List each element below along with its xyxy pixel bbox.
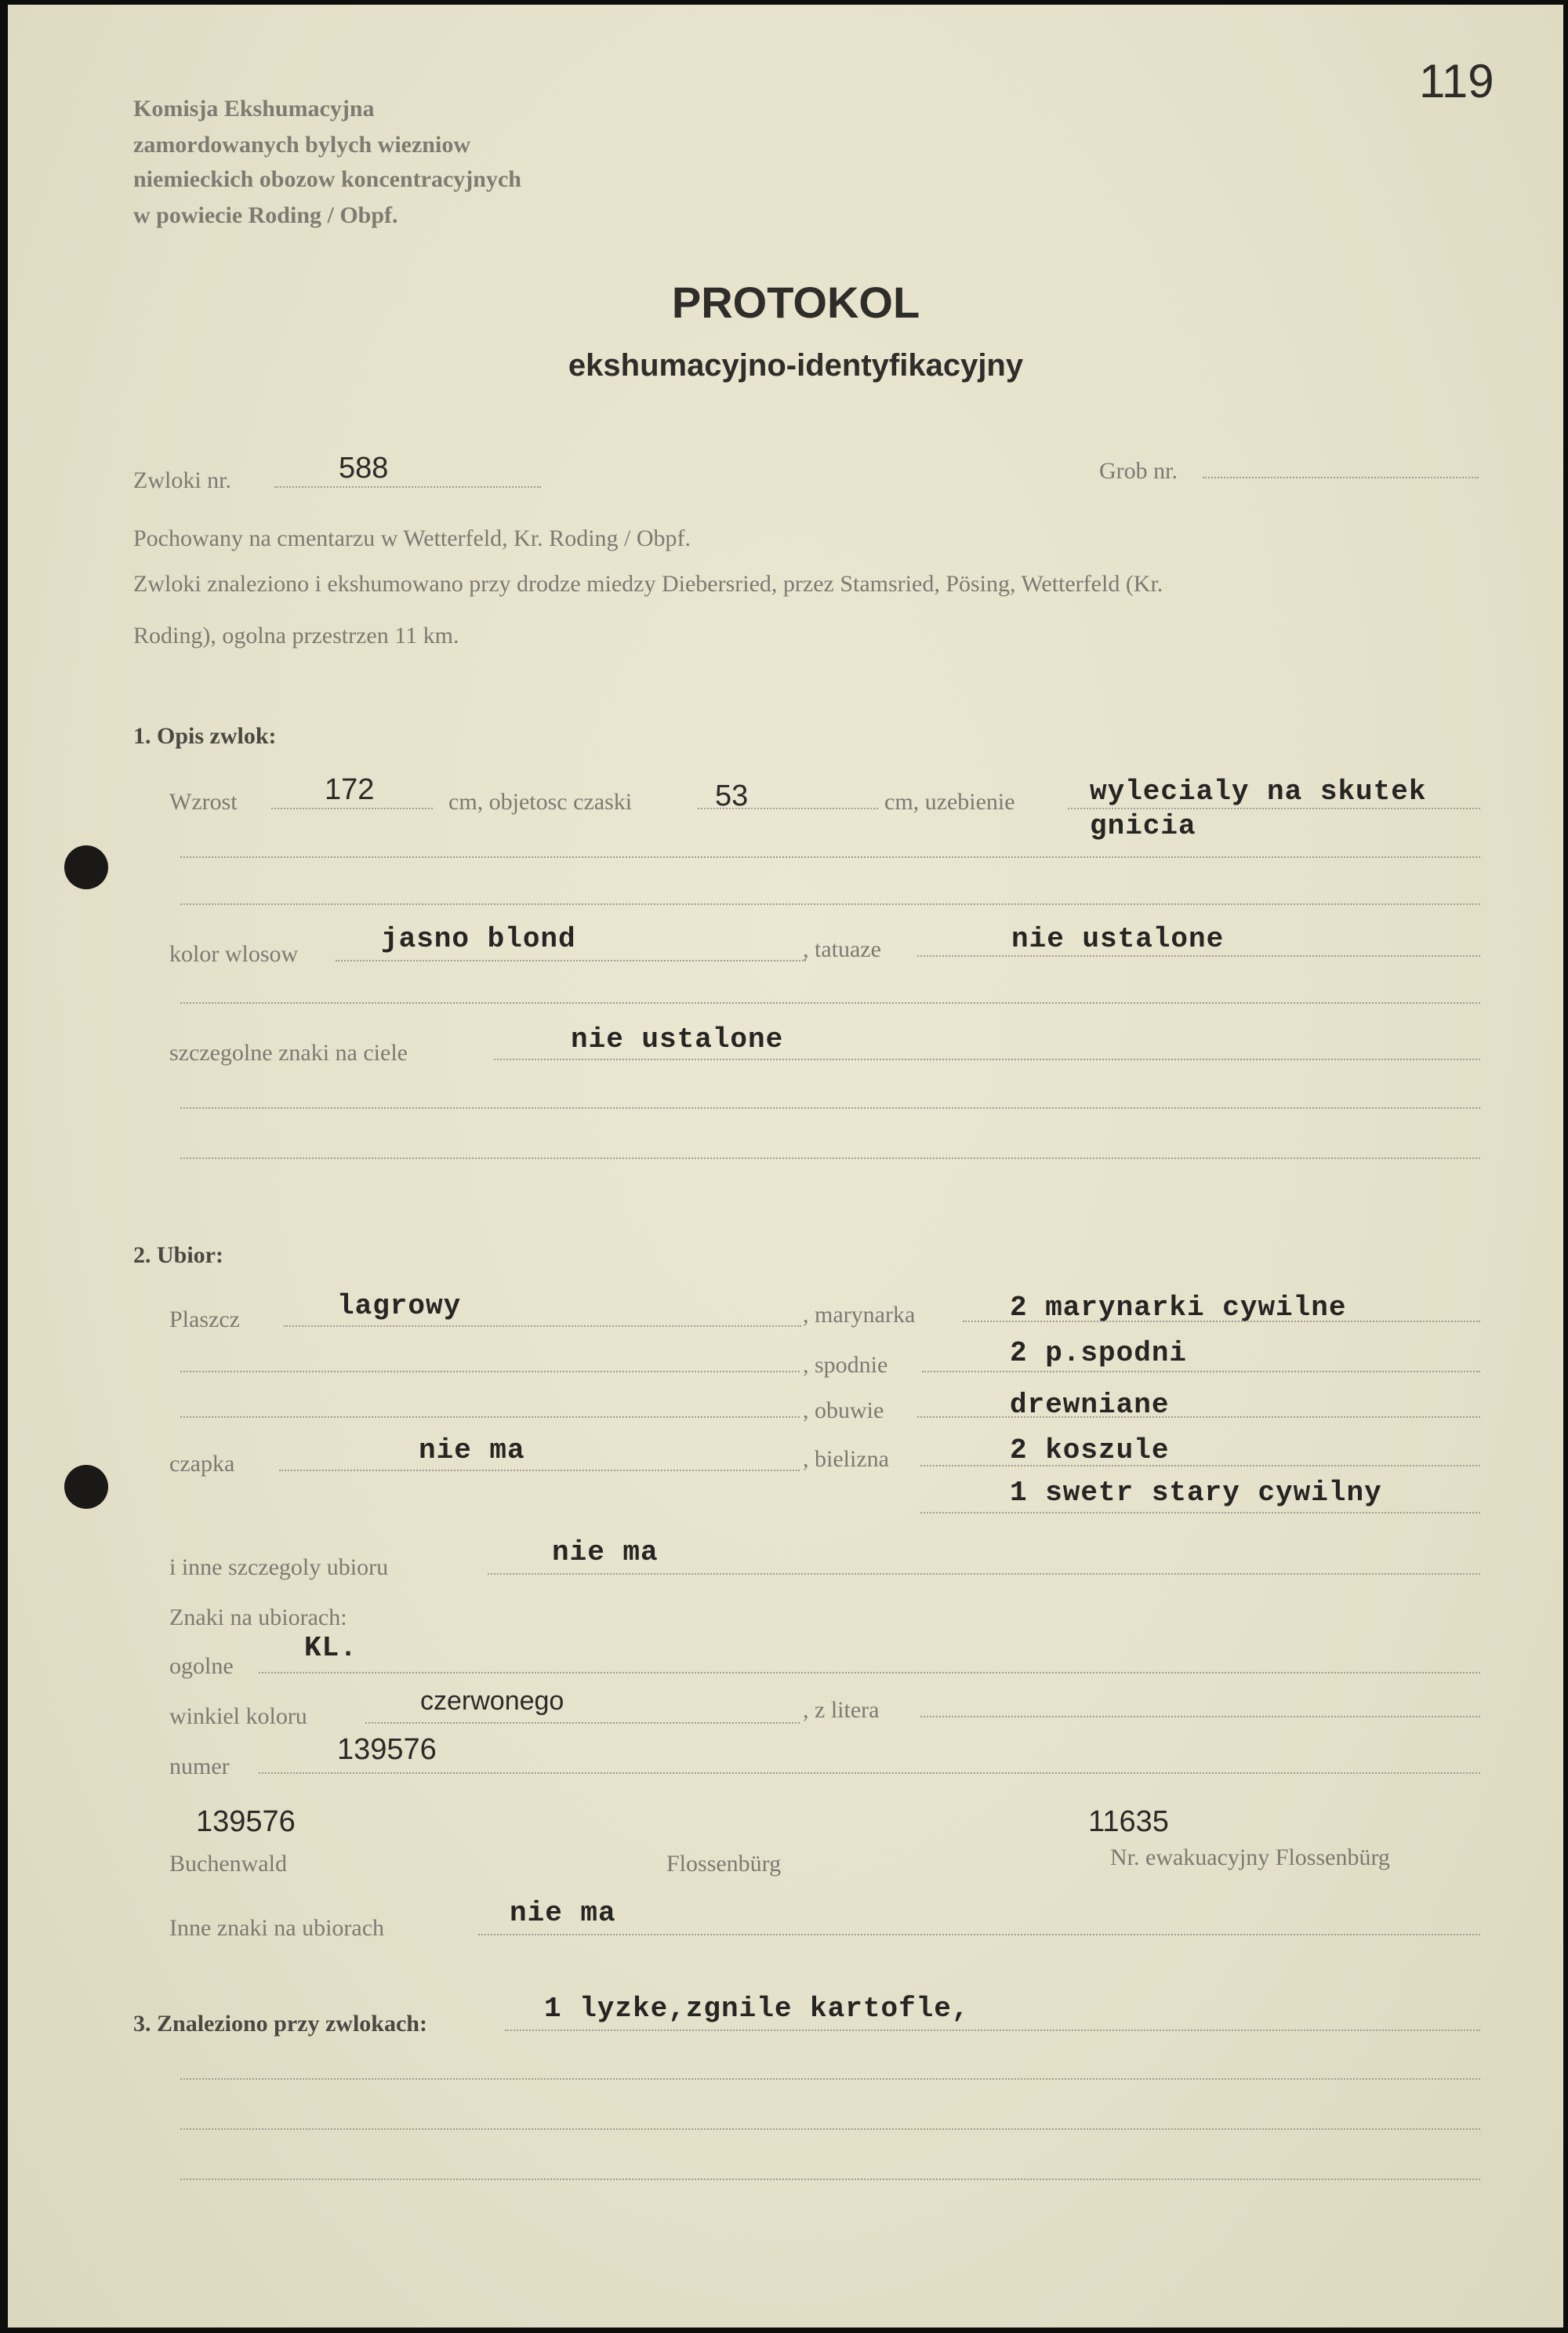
uzebienie-value-line-1: wylecialy na skutek (1090, 776, 1427, 808)
buchenwald-number: 139576 (196, 1805, 296, 1838)
spodnie-value: 2 p.spodni (1010, 1337, 1188, 1369)
section-1-heading: 1. Opis zwlok: (133, 723, 277, 749)
buchenwald-label: Buchenwald (169, 1851, 287, 1877)
winkiel-value: czerwonego (420, 1686, 564, 1716)
wzrost-line (271, 808, 433, 809)
plaszcz-label: Plaszcz (169, 1306, 240, 1332)
section-3-heading: 3. Znaleziono przy zwlokach: (133, 2011, 427, 2037)
znaki-na-ubiorach-heading: Znaki na ubiorach: (169, 1604, 347, 1630)
plaszcz-blank-line-2 (180, 1416, 800, 1418)
zwloki-value: 588 (339, 452, 389, 485)
zwloki-label: Zwloki nr. (133, 467, 231, 493)
grob-label: Grob nr. (1099, 458, 1178, 484)
section-3-line-4 (180, 2179, 1480, 2180)
winkiel-label: winkiel koloru (169, 1703, 307, 1729)
winkiel-line (365, 1722, 800, 1724)
inne-szczegoly-line (488, 1573, 1480, 1575)
kolor-wlosow-line (336, 960, 806, 961)
spodnie-line (922, 1371, 1480, 1372)
uzebienie-value-line-2: gnicia (1090, 810, 1196, 842)
section-3-line-1 (505, 2030, 1480, 2031)
bielizna-value-line-1: 2 koszule (1010, 1434, 1170, 1466)
obuwie-line (917, 1416, 1480, 1418)
header-line-4: w powiecie Roding / Obpf. (133, 202, 398, 228)
marynarka-label: , marynarka (803, 1302, 916, 1328)
blank-line-1 (180, 856, 1480, 858)
location-line-1: Pochowany na cmentarzu w Wetterfeld, Kr. Roding / Obpf. (133, 525, 691, 551)
z-litera-label: , z litera (803, 1697, 880, 1723)
szczegolne-znaki-label: szczegolne znaki na ciele (169, 1040, 408, 1066)
czapka-line (279, 1470, 800, 1471)
inne-znaki-label: Inne znaki na ubiorach (169, 1915, 385, 1941)
kolor-wlosow-label: kolor wlosow (169, 941, 299, 967)
plaszcz-line (284, 1325, 801, 1327)
inne-znaki-line (478, 1934, 1480, 1935)
marynarka-value: 2 marynarki cywilne (1010, 1292, 1347, 1324)
zwloki-line (274, 486, 541, 488)
wzrost-value: 172 (325, 773, 375, 806)
tatuaze-line (917, 955, 1480, 957)
section-3-value: 1 lyzke,zgnile kartofle, (544, 1993, 970, 2025)
ewakuacyjny-label: Nr. ewakuacyjny Flossenbürg (1110, 1844, 1390, 1870)
kolor-wlosow-value: jasno blond (381, 923, 576, 955)
czaszka-value: 53 (715, 779, 749, 812)
inne-szczegoly-label: i inne szczegoly ubioru (169, 1554, 389, 1580)
inne-szczegoly-value: nie ma (552, 1536, 659, 1568)
document-title: PROTOKOL (671, 278, 920, 327)
tatuaze-value: nie ustalone (1011, 923, 1225, 955)
grob-line (1203, 477, 1479, 478)
plaszcz-value: lagrowy (337, 1290, 462, 1322)
inne-znaki-value: nie ma (510, 1897, 616, 1929)
flossenburg-label: Flossenbürg (666, 1851, 782, 1877)
location-line-3: Roding), ogolna przestrzen 11 km. (133, 623, 459, 649)
szczegolne-znaki-value: nie ustalone (571, 1023, 784, 1056)
section-2-heading: 2. Ubior: (133, 1242, 223, 1268)
punch-hole-bottom (64, 1465, 108, 1509)
spodnie-label: , spodnie (803, 1352, 888, 1378)
z-litera-line (920, 1716, 1480, 1717)
czapka-label: czapka (169, 1451, 235, 1477)
blank-line-2 (180, 903, 1480, 905)
section-3-line-2 (180, 2078, 1480, 2080)
bielizna-line (920, 1465, 1480, 1466)
numer-label: numer (169, 1753, 230, 1779)
numer-value: 139576 (337, 1733, 437, 1766)
cm-uzebienie-label: cm, uzebienie (884, 789, 1015, 815)
location-line-2: Zwloki znaleziono i ekshumowano przy drodze miedzy Diebersried, przez Stamsried, Pösing, Wetterfeld (Kr. (133, 571, 1163, 597)
ogolne-value: KL. (304, 1632, 358, 1664)
blank-line-5 (180, 1157, 1480, 1159)
bielizna-line-2 (920, 1512, 1480, 1514)
document-page (8, 5, 1563, 2328)
header-line-2: zamordowanych bylych wiezniow (133, 132, 470, 158)
punch-hole-top (64, 845, 108, 889)
bielizna-label: , bielizna (803, 1446, 889, 1472)
section-3-line-3 (180, 2128, 1480, 2130)
tatuaze-label: , tatuaze (803, 936, 881, 962)
ogolne-label: ogolne (169, 1653, 234, 1679)
plaszcz-blank-line-1 (180, 1371, 800, 1372)
blank-line-4 (180, 1107, 1480, 1109)
obuwie-value: drewniane (1010, 1389, 1170, 1421)
obuwie-label: , obuwie (803, 1397, 884, 1423)
header-line-3: niemieckich obozow koncentracyjnych (133, 166, 521, 192)
numer-line (259, 1772, 1480, 1774)
ogolne-line (259, 1672, 1480, 1673)
ewakuacyjny-number: 11635 (1088, 1805, 1169, 1838)
uzebienie-line (1068, 808, 1480, 809)
cm-objetosc-label: cm, objetosc czaski (448, 789, 633, 815)
bielizna-value-line-2: 1 swetr stary cywilny (1010, 1477, 1382, 1509)
blank-line-3 (180, 1002, 1480, 1004)
page-number: 119 (1419, 55, 1494, 107)
wzrost-label: Wzrost (169, 789, 238, 815)
document-subtitle: ekshumacyjno-identyfikacyjny (568, 348, 1024, 383)
header-line-1: Komisja Ekshumacyjna (133, 96, 375, 122)
szczegolne-znaki-line (494, 1059, 1480, 1060)
czapka-value: nie ma (419, 1434, 525, 1466)
